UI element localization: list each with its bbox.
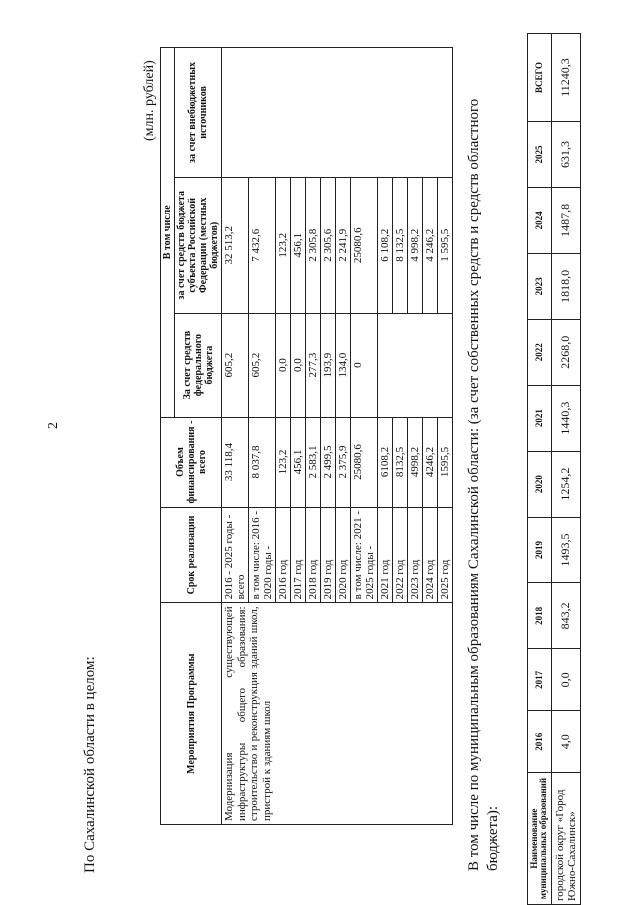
municipality-name: городской округ «Город Южно-Сахалинск»: [551, 773, 580, 905]
header-extrabudget: за счет внебюджетных источников: [175, 48, 222, 178]
federal-cell: 605,2: [249, 313, 276, 417]
period-cell: 2021 год: [378, 507, 393, 603]
federal-cell: 0,0: [291, 313, 306, 417]
header-period: Срок реализации: [161, 507, 222, 603]
period-cell: 2018 год: [306, 507, 321, 603]
total-cell: 2 583,1: [306, 417, 321, 507]
period-cell: 2023 год: [408, 507, 423, 603]
header-regional: за счет средств бюджета субъекта Российской Федерации (местных бюджетов): [175, 177, 222, 313]
total-value: 11240,3: [551, 34, 580, 122]
period-cell: 2025 год: [438, 507, 453, 603]
intro-text: По Сахалинской области в целом:: [82, 656, 98, 873]
regional-cell: 1 595,5: [438, 177, 453, 313]
total-cell: 25080,6: [351, 417, 378, 507]
regional-cell: 456,1: [291, 177, 306, 313]
units-label: (млн. рублей): [142, 60, 157, 141]
period-cell: 2017 год: [291, 507, 306, 603]
total-cell: 8132,5: [393, 417, 408, 507]
regional-cell: 4 246,2: [423, 177, 438, 313]
period-cell: 2019 год: [321, 507, 336, 603]
federal-cell: 193,9: [321, 313, 336, 417]
program-funding-table: [160, 47, 453, 825]
regional-cell: 25080,6: [351, 177, 378, 313]
mun-header-year: 2020: [528, 451, 552, 517]
mun-header-year: 2021: [528, 385, 552, 451]
mun-header-total: ВСЕГО: [528, 34, 552, 122]
regional-cell: 2 305,8: [306, 177, 321, 313]
period-cell: в том числе: 2021 - 2025 годы -: [351, 507, 378, 603]
total-cell: 123,2: [276, 417, 291, 507]
period-cell: 2022 год: [393, 507, 408, 603]
regional-cell: 123,2: [276, 177, 291, 313]
mun-header-year: 2022: [528, 319, 552, 385]
federal-cell: 0: [351, 313, 378, 417]
rotated-document: [0, 5, 640, 905]
federal-cell: 277,3: [306, 313, 321, 417]
mun-header-year: 2019: [528, 517, 552, 583]
total-cell: 8 037,8: [249, 417, 276, 507]
mun-header-year: 2023: [528, 253, 552, 319]
regional-cell: 7 432,6: [249, 177, 276, 313]
total-cell: 4998,2: [408, 417, 423, 507]
period-cell: 2024 год: [423, 507, 438, 603]
year-value: 1487,8: [551, 187, 580, 253]
mun-header-year: 2025: [528, 122, 552, 188]
extrabudget-cell: [222, 48, 453, 178]
header-federal: За счет средств федерального бюджета: [175, 313, 222, 417]
federal-cell: 0,0: [276, 313, 291, 417]
year-value: 843,2: [551, 583, 580, 649]
year-value: 4,0: [551, 711, 580, 773]
regional-cell: 8 132,5: [393, 177, 408, 313]
year-value: 0,0: [551, 649, 580, 711]
year-value: 1440,3: [551, 385, 580, 451]
year-value: 2268,0: [551, 319, 580, 385]
mun-header-year: 2024: [528, 187, 552, 253]
mun-header-year: 2016: [528, 711, 552, 773]
total-cell: 33 118,4: [222, 417, 249, 507]
year-value: 1818,0: [551, 253, 580, 319]
total-cell: 6108,2: [378, 417, 393, 507]
header-measure: Мероприятия Программы: [161, 603, 222, 825]
regional-cell: 4 998,2: [408, 177, 423, 313]
period-cell: 2016 год: [276, 507, 291, 603]
federal-cell: 605,2: [222, 313, 249, 417]
mun-header-year: 2017: [528, 649, 552, 711]
total-cell: 4246,2: [423, 417, 438, 507]
total-cell: 2 375,9: [336, 417, 351, 507]
table-row: [222, 48, 249, 825]
page-number: 2: [46, 422, 61, 429]
total-cell: 456,1: [291, 417, 306, 507]
municipal-subtitle: В том числе по муниципальным образованиям Сахалинской области: (за счет собственных средств и средств областного бюджета):: [466, 98, 501, 871]
mun-header-row: [528, 34, 552, 905]
federal-cell: 134,0: [336, 313, 351, 417]
year-value: 1493,5: [551, 517, 580, 583]
regional-cell: 2 305,6: [321, 177, 336, 313]
year-value: 1254,2: [551, 451, 580, 517]
year-value: 631,3: [551, 122, 580, 188]
municipal-funding-table: [527, 33, 581, 905]
table-row: [551, 34, 580, 905]
total-cell: 2 499,5: [321, 417, 336, 507]
mun-header-year: 2018: [528, 583, 552, 649]
total-cell: 1595,5: [438, 417, 453, 507]
federal-cell: [378, 313, 453, 417]
regional-cell: 2 241,9: [336, 177, 351, 313]
header-including: В том числе: [161, 48, 175, 418]
period-cell: 2016 - 2025 годы - всего: [222, 507, 249, 603]
regional-cell: 32 513,2: [222, 177, 249, 313]
period-cell: 2020 год: [336, 507, 351, 603]
regional-cell: 6 108,2: [378, 177, 393, 313]
header-total: Объем финансирования - всего: [161, 417, 222, 507]
mun-header-name: Наименование муниципальных образований: [528, 773, 552, 905]
period-cell: в том числе: 2016 - 2020 годы -: [249, 507, 276, 603]
measure-cell: Модернизация существующей инфраструктуры общего образования: строительство и реконструкция зданий школ, пристрой к зданиям школ: [222, 603, 453, 825]
